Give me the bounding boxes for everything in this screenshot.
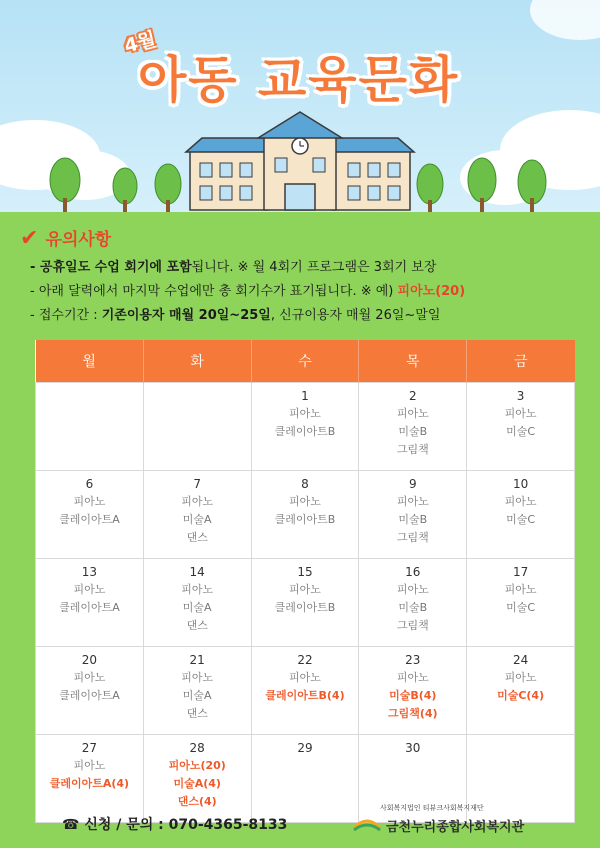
program-item: 피아노 <box>73 759 106 772</box>
notice-line-count <box>30 280 590 299</box>
calendar-week-row <box>36 383 575 471</box>
footer <box>0 800 600 848</box>
org-logo-icon <box>352 814 382 832</box>
calendar-body <box>36 383 575 823</box>
calendar-day-cell <box>36 471 144 559</box>
day-number: 7 <box>193 477 202 491</box>
program-item: 피아노 <box>181 671 214 684</box>
calendar-week-row <box>36 647 575 735</box>
program-item: 클레이아트A(4) <box>49 777 130 790</box>
day-number: 3 <box>516 389 525 403</box>
checkmark-icon: ✔ <box>20 226 39 251</box>
notice-line2-example: 피아노(20) <box>397 284 466 299</box>
program-item: 피아노 <box>289 671 321 684</box>
calendar-day-cell <box>36 383 144 471</box>
calendar-day-cell <box>467 559 575 647</box>
calendar-day-cell <box>251 383 359 471</box>
program-item: 미술B <box>398 601 428 614</box>
program-item: 미술B <box>398 425 428 438</box>
program-item: 피아노 <box>396 583 429 596</box>
day-number: 23 <box>405 653 421 667</box>
calendar-day-cell <box>36 559 144 647</box>
day-number: 6 <box>85 477 94 491</box>
month-label: 4월 <box>122 28 159 58</box>
day-number: 16 <box>405 565 421 579</box>
program-item: 그림책(4) <box>387 707 438 720</box>
cloud-top-right <box>530 0 600 40</box>
program-item: 피아노 <box>181 495 214 508</box>
calendar-day-cell <box>251 471 359 559</box>
notice-line2-text: - 아래 달력에서 마지막 수업에만 총 회기수가 표기됩니다. ※ 예) <box>30 284 398 299</box>
program-item: 미술A(4) <box>173 777 221 790</box>
calendar-day-cell <box>359 383 467 471</box>
program-item: 피아노 <box>504 495 537 508</box>
calendar-day-cell <box>251 647 359 735</box>
notice-line3-label: - 접수기간 : <box>30 308 102 323</box>
program-item: 피아노 <box>289 407 321 420</box>
notice-heading <box>20 225 590 251</box>
school-illustration <box>180 108 420 218</box>
program-item: 댄스(4) <box>177 795 217 808</box>
program-item: 클레이아트A <box>59 601 120 614</box>
program-item: 클레이아트B <box>274 601 336 614</box>
calendar-week-row <box>36 559 575 647</box>
day-number: 10 <box>512 477 529 491</box>
program-item: 피아노 <box>73 671 106 684</box>
program-item: 미술C <box>506 425 536 438</box>
notice-line1-rest: 됩니다. ※ 월 4회기 프로그램은 3회기 보장 <box>191 260 437 275</box>
program-item: 피아노 <box>504 583 537 596</box>
program-item: 클레이아트A <box>59 513 120 526</box>
program-item: 그림책 <box>396 443 429 456</box>
day-number: 21 <box>189 653 205 667</box>
day-number: 22 <box>297 653 313 667</box>
notice-line3-existing: 기존이용자 매월 20일~25일 <box>101 308 271 323</box>
program-item: 미술B(4) <box>389 689 437 702</box>
weekday-mon: 월 <box>36 340 144 383</box>
day-number: 27 <box>81 741 98 755</box>
program-item: 피아노 <box>73 495 106 508</box>
calendar-day-cell <box>359 647 467 735</box>
program-item: 클레이아트B <box>274 513 336 526</box>
program-item: 미술C <box>506 513 536 526</box>
schedule-calendar <box>35 340 575 823</box>
calendar-day-cell <box>467 471 575 559</box>
program-item: 피아노 <box>289 583 321 596</box>
day-number: 2 <box>408 389 417 403</box>
page-title: 아동 교육문화 <box>138 51 460 109</box>
program-item: 클레이아트B <box>274 425 336 438</box>
program-item: 댄스 <box>186 531 208 544</box>
calendar-day-cell <box>143 559 251 647</box>
notice-line3-new: , 신규이용자 매월 26일~말일 <box>270 308 441 323</box>
program-item: 미술A <box>182 513 212 526</box>
org-parent-name: 사회복지법인 티뷰크사회복지재단 <box>380 804 484 812</box>
program-item: 피아노 <box>289 495 321 508</box>
day-number: 29 <box>297 741 313 755</box>
program-item: 미술C <box>506 601 536 614</box>
day-number: 20 <box>81 653 98 667</box>
calendar-day-cell <box>143 383 251 471</box>
day-number: 9 <box>408 477 417 491</box>
calendar-day-cell <box>251 559 359 647</box>
program-item: 미술A <box>182 689 212 702</box>
day-number: 1 <box>301 389 309 403</box>
weekday-fri: 금 <box>467 340 575 383</box>
day-number: 8 <box>301 477 309 491</box>
notice-line1-bold: - 공휴일도 수업 회기에 포함 <box>30 260 192 275</box>
program-item: 그림책 <box>396 619 429 632</box>
program-item: 클레이아트B(4) <box>265 689 345 702</box>
program-item: 피아노 <box>504 407 537 420</box>
program-item: 그림책 <box>396 531 429 544</box>
calendar-day-cell <box>143 647 251 735</box>
program-item: 댄스 <box>186 707 208 720</box>
program-item: 미술C(4) <box>497 689 545 702</box>
notice-heading-text: 유의사항 <box>45 230 112 250</box>
calendar-day-cell <box>467 647 575 735</box>
day-number: 30 <box>405 741 421 755</box>
contact-phone: ☎ 신청 / 문의 : 070-4365-8133 <box>62 817 288 833</box>
notice-line-holiday <box>30 256 590 275</box>
day-number: 28 <box>189 741 205 755</box>
calendar-week-row <box>36 471 575 559</box>
program-item: 피아노 <box>396 671 429 684</box>
program-item: 피아노 <box>504 671 537 684</box>
weekday-header-row <box>36 340 575 383</box>
program-item: 피아노 <box>73 583 106 596</box>
program-item: 미술B <box>398 513 428 526</box>
day-number: 17 <box>512 565 529 579</box>
day-number: 24 <box>512 653 529 667</box>
calendar-day-cell <box>36 647 144 735</box>
program-item: 피아노(20) <box>168 759 226 772</box>
org-name: 금천누리종합사회복지관 <box>386 820 525 835</box>
notice-line-registration <box>30 304 590 323</box>
weekday-tue: 화 <box>143 340 251 383</box>
program-item: 클레이아트A <box>59 689 120 702</box>
program-item: 피아노 <box>396 495 429 508</box>
weekday-wed: 수 <box>251 340 359 383</box>
program-item: 피아노 <box>181 583 214 596</box>
calendar-day-cell <box>359 471 467 559</box>
calendar-day-cell <box>359 559 467 647</box>
day-number: 14 <box>189 565 205 579</box>
day-number: 13 <box>81 565 98 579</box>
program-item: 댄스 <box>186 619 208 632</box>
weekday-thu: 목 <box>359 340 467 383</box>
notice-section <box>20 225 590 323</box>
calendar-day-cell <box>467 383 575 471</box>
day-number: 15 <box>297 565 313 579</box>
calendar-day-cell <box>143 471 251 559</box>
grass-edge <box>0 205 600 225</box>
program-item: 미술A <box>182 601 212 614</box>
program-item: 피아노 <box>396 407 429 420</box>
